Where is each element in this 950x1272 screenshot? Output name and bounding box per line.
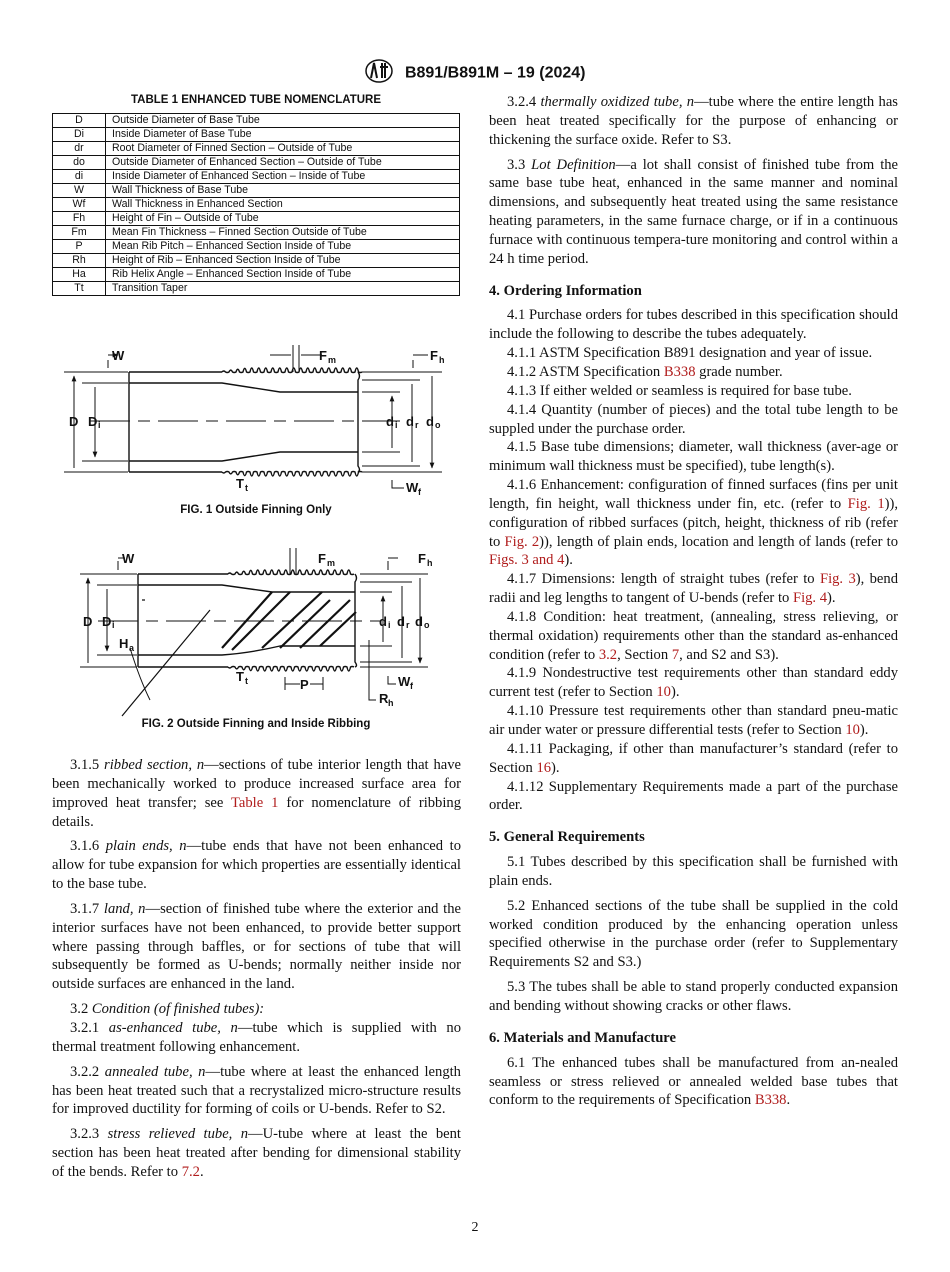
text-run: . [786,1092,791,1109]
fig1-label-W: W [112,348,125,363]
fig2-label-D: D [83,614,93,629]
cross-reference-link[interactable]: 10 [845,722,860,738]
fig2-sub-f: f [410,681,413,691]
fig2-sub-h2: h [388,698,394,708]
description-cell: Root Diameter of Finned Section – Outside of Tube [106,142,460,156]
section-heading: 6. Materials and Manufacture [489,1029,676,1046]
paragraph [489,306,898,344]
paragraph [52,1000,461,1019]
text-run: 4.1.5 Base tube dimensions; diameter, wall thickness (aver-age or minimum wall thickness must be specified), tube length(s). [489,439,898,475]
term: Condition (of finished tubes): [91,1001,265,1018]
section-heading: 4. Ordering Information [489,282,642,299]
text-run: 4.1.11 Packaging, if other than manufacturer’s standard (refer to Section [489,740,898,776]
fig2-caption: FIG. 2 Outside Finning and Inside Ribbing [141,718,371,730]
text-run: 5.3 The tubes shall be able to stand properly conducted expansion and bending without showing cracks or other flaws. [489,979,898,1014]
text-run: 3.1.5 [70,757,105,773]
text-run: ). [827,590,836,607]
paragraph [489,93,898,150]
paragraph [489,570,898,608]
text-run: 3.2.3 [70,1126,108,1143]
fig1-label-Di: D [88,414,98,429]
text-run: —section of finished tube where the exterior and the interior surfaces have not been enhanced, to provide better support where passing through baffles, or for sections of tube that will subsequently be formed as U-bends; normally neither inside nor outside surfaces are enhanced in the land. [52,900,461,993]
table-title: TABLE 1 ENHANCED TUBE NOMENCLATURE [130,94,382,106]
symbol-cell: di [53,170,106,184]
text-run: 6.1 The enhanced tubes shall be manufactured from an-nealed seamless or stress relieved or annealed welded base tubes that conform to the requirements of Specification [489,1054,898,1109]
text-run: 4.1.10 Pressure test requirements other than standard pneu-matic air under water or pressure differential tests (refer to Section [489,703,898,738]
fig2-label-di: d [379,614,387,629]
paragraph [489,853,898,891]
paragraph [489,978,898,1016]
text-run: 4.1 Purchase orders for tubes described in this specification should include the following to describe the tubes adequately. [489,307,898,343]
text-run: ). [859,722,869,738]
fig1-sub-i2: i [395,420,398,430]
symbol-cell: Wf [53,198,106,212]
symbol-cell: P [53,240,106,254]
text-run: 5.1 Tubes described by this specification shall be furnished with plain ends. [489,854,898,889]
fig2-label-F: F [318,551,326,566]
symbol-cell: Di [53,128,106,142]
fig1-label-dr: d [406,414,414,429]
paragraph [52,756,461,831]
fig2-label-Tt: T [236,669,244,684]
paragraph [489,438,898,476]
term: plain ends, n [105,838,187,855]
section-heading: 5. General Requirements [489,829,645,846]
text-run: 4.1.9 Nondestructive test requirements other than standard eddy current test (refer to Section [489,665,898,701]
fig1-label-Tt: T [236,476,244,491]
text-run: —tube which is supplied with no thermal treatment following enhancement. [52,1019,461,1055]
symbol-cell: do [53,156,106,170]
text-run: —tube ends that have not been enhanced to allow for tube expansion for which properties are essentially identical to the base tube. [52,838,461,893]
description-cell: Outside Diameter of Base Tube [106,114,460,128]
symbol-cell: dr [53,142,106,156]
text-run: . [199,1163,204,1180]
text-run: 4.1.7 Dimensions: length of straight tubes (refer to [507,571,820,588]
text-run: 4.1.1 ASTM Specification B891 designation and year of issue. [507,345,873,362]
text-run: 4.1.4 Quantity (number of pieces) and the total tube length to be suppled under the purchase order. [489,401,898,437]
paragraph [52,1125,461,1182]
symbol-cell: D [53,114,106,128]
paragraph [489,608,898,665]
paragraph [489,778,898,816]
paragraph [489,702,898,740]
description-cell: Wall Thickness in Enhanced Section [106,198,460,212]
term: annealed tube, n [104,1063,206,1080]
paragraph [489,344,898,363]
cross-reference-link[interactable]: B338 [663,363,696,380]
text-run: 4.1.12 Supplementary Requirements made a part of the purchase order. [489,778,898,814]
cross-reference-link[interactable]: Figs. 3 and 4 [489,552,565,569]
description-cell: Outside Diameter of Enhanced Section – Outside of Tube [106,156,460,170]
text-run: 4.1.6 Enhancement: configuration of finned surfaces (fins per unit length, fin height, wall thickness under fin, etc. (refer to [489,477,898,512]
paragraph [52,1063,461,1120]
text-run: 4.1.8 Condition: heat treatment, (annealing, stress relieving, or thermal oxidation) requirements other than the standard as-enhanced condition (refer to [489,608,898,663]
cross-reference-link[interactable]: B338 [754,1092,787,1109]
fig1-sub-i: i [98,420,101,430]
cross-reference-link[interactable]: Fig. 3 [819,571,856,588]
fig2-label-P: P [300,677,309,692]
paragraph [52,900,461,994]
fig2-sub-r: r [406,620,410,630]
fig1-sub-r: r [415,420,419,430]
paragraph [489,363,898,382]
text-run: 5.2 Enhanced sections of the tube shall be supplied in the cold worked condition produced by the enhancing operation unless specified otherwise in the purchase order (refer to Supplementary Requirements S2 and S3.) [489,897,898,971]
description-cell: Transition Taper [106,282,460,296]
text-run: ). [564,552,573,569]
fig1-label-do: d [426,414,434,429]
term: land, n [103,900,146,917]
fig1-label-F: F [319,348,327,363]
text-run: , Section [617,646,672,663]
paragraph [489,664,898,702]
description-cell: Mean Fin Thickness – Finned Section Outside of Tube [106,226,460,240]
fig1-sub-f: f [418,487,421,497]
symbol-cell: Fh [53,212,106,226]
text-run: ). [551,759,560,776]
fig2-label-Ha: H [119,636,129,651]
term: thermally oxidized tube, n [540,94,695,110]
text-run: ). [670,684,680,701]
text-run: —U-tube where at least the bent section has been heat treated after bending for dimensional stability of the bends. Refer to [52,1126,461,1180]
symbol-cell: W [53,184,106,198]
cross-reference-link[interactable]: Fig. 1 [847,495,885,512]
text-run: 3.2.1 [70,1019,109,1036]
fig2-label-Di: D [102,614,112,629]
fig2-label-Fh: F [418,551,426,566]
term: Lot Definition [531,156,616,173]
term: as-enhanced tube, n [108,1019,238,1036]
term: stress relieved tube, n [107,1126,249,1143]
cross-reference-link[interactable]: Table 1 [231,794,279,811]
text-run: 3.2.2 [70,1063,105,1080]
term: ribbed section, n [104,757,205,773]
fig2-drawing [80,548,428,716]
fig1-sub-m: m [328,355,337,365]
fig2-label-dr: d [397,614,405,629]
cross-reference-link[interactable]: 10 [656,684,671,701]
text-run: , and S2 and S3). [679,646,779,663]
fig1-label-D: D [69,414,79,429]
right-column-text [489,93,898,1110]
text-run: for nomenclature of ribbing details. [52,794,461,830]
fig2-sub-o: o [424,620,430,630]
text-run: —sections of tube interior length that have been mechanically worked to produce increased surface area for improved heat transfer; see [52,757,461,811]
text-run: )), length of plain ends, location and length of lands (refer to [539,533,899,550]
figures-drawing [0,0,470,740]
description-cell: Wall Thickness of Base Tube [106,184,460,198]
description-cell: Height of Rib – Enhanced Section Inside of Tube [106,254,460,268]
fig2-sub-a: a [129,643,135,653]
fig2-sub-h: h [427,558,433,568]
text-run: grade number. [695,363,783,380]
text-run: 3.1.6 [70,838,106,855]
text-run: )), configuration of ribbed surfaces (pitch, height, thickness of rib (refer to [489,495,898,550]
fig1-sub-t: t [245,483,248,493]
fig2-sub-t: t [245,676,248,686]
document-designation: B891/B891M – 19 (2024) [404,64,586,82]
paragraph [489,1054,898,1111]
fig1-label-di: d [386,414,394,429]
text-run: —tube where at least the enhanced length has been heat treated such that a recrystalized micro-structure results for improved ductility for forming of coils or U-bends. Refer to S2. [52,1063,461,1118]
paragraph [489,382,898,401]
symbol-cell: Ha [53,268,106,282]
cross-reference-link[interactable]: 7 [671,646,680,663]
fig2-sub-m: m [327,558,336,568]
text-run: —a lot shall consist of finished tube from the same base tube heat, enhanced in the same manner and nominal dimensions, and subsequently heat treated using the same resistance heating parameters, in the same furnace charge, or if in a continuous furnace with continuous tempera-ture monitoring and control within a 24 h time period. [489,156,899,267]
text-run: 4.1.2 ASTM Specification [507,363,664,380]
fig2-label-Wf: W [398,674,411,689]
left-column-text [52,756,461,1182]
fig2-label-W: W [122,551,135,566]
description-cell: Height of Fin – Outside of Tube [106,212,460,226]
fig1-sub-o: o [435,420,441,430]
fig2-label-Rh: R [379,691,389,706]
text-run: —tube where the entire length has been heat treated specifically for the purpose of enhancing or thickening the surface oxide. Refer to S3. [489,94,898,148]
description-cell: Inside Diameter of Enhanced Section – Inside of Tube [106,170,460,184]
fig1-sub-h: h [439,355,445,365]
description-cell: Mean Rib Pitch – Enhanced Section Inside of Tube [106,240,460,254]
paragraph [489,156,898,269]
fig2-sub-i2: i [388,620,391,630]
description-cell: Inside Diameter of Base Tube [106,128,460,142]
paragraph [489,897,898,972]
text-run: 3.2.4 [507,94,541,110]
fig2-sub-i: i [112,620,115,630]
text-run: 3.3 [507,156,532,173]
symbol-cell: Fm [53,226,106,240]
symbol-cell: Rh [53,254,106,268]
paragraph [489,401,898,439]
text-run: 3.1.7 [70,900,104,917]
symbol-cell: Tt [53,282,106,296]
paragraph [52,1019,461,1057]
description-cell: Rib Helix Angle – Enhanced Section Inside of Tube [106,268,460,282]
text-run: 3.2 [70,1001,92,1018]
cross-reference-link[interactable]: 16 [536,759,552,776]
text-run: ), bend radii and leg lengths to tangent of U-bends (refer to [489,571,899,607]
fig2-label-do: d [415,614,423,629]
paragraph [52,837,461,894]
cross-reference-link[interactable]: Fig. 4 [792,590,828,607]
cross-reference-link[interactable]: Fig. 2 [504,533,540,550]
text-run: 4.1.3 If either welded or seamless is required for base tube. [507,382,852,399]
cross-reference-link[interactable]: 3.2 [598,646,618,663]
paragraph [489,740,898,778]
fig1-label-Wf: W [406,480,419,495]
paragraph [489,476,898,570]
fig1-caption: FIG. 1 Outside Finning Only [180,504,332,516]
fig1-label-Fh: F [430,348,438,363]
page-number: 2 [471,1220,479,1235]
cross-reference-link[interactable]: 7.2 [181,1163,200,1180]
